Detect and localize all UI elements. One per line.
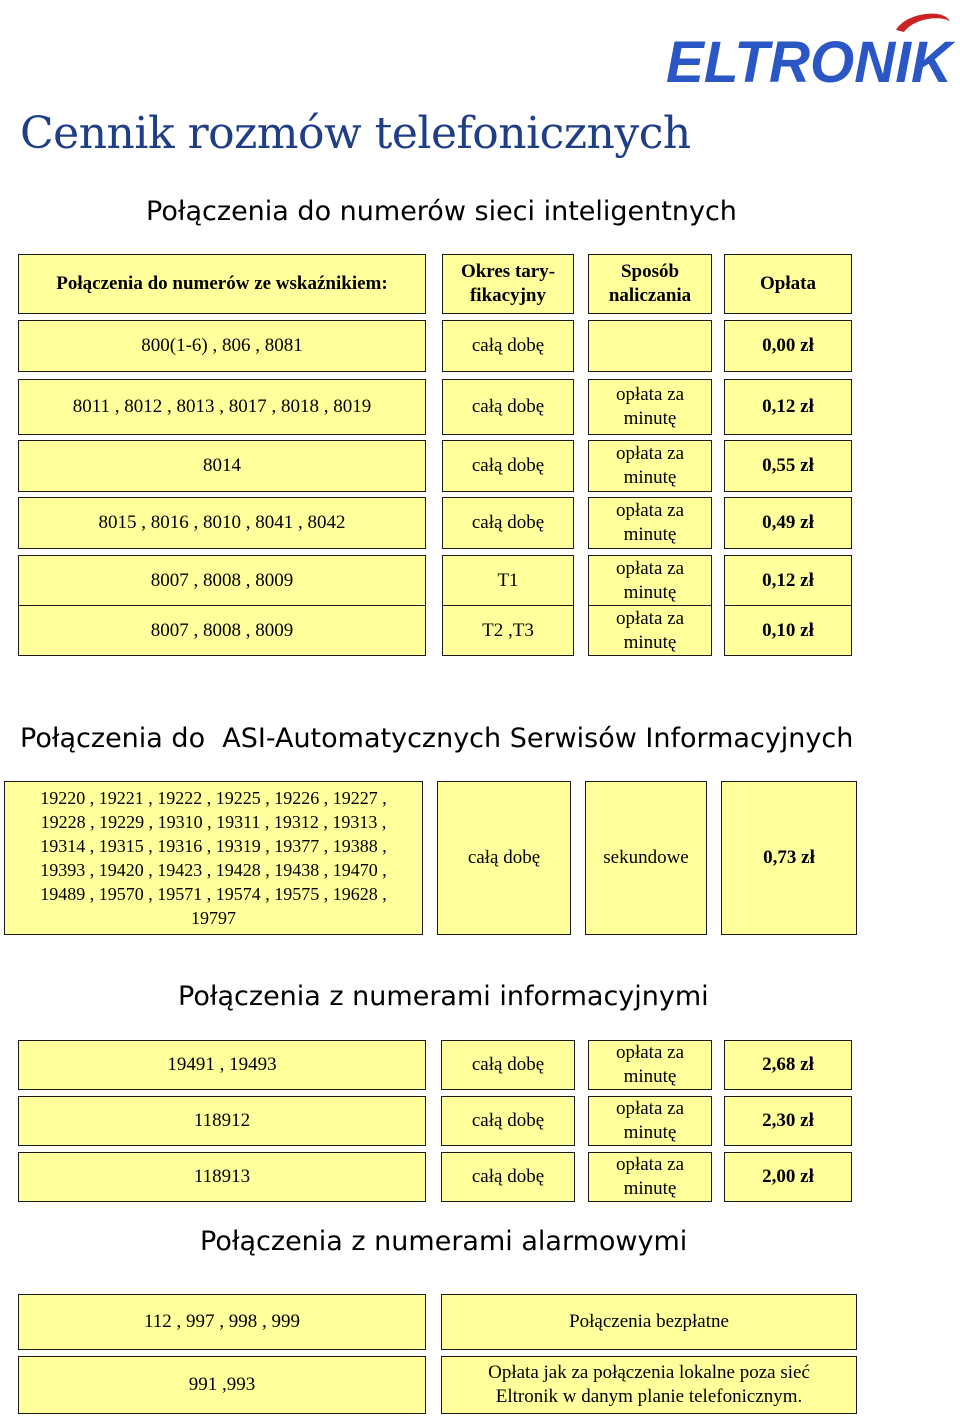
table-row-period: T2 ,T3: [442, 605, 574, 656]
table-row-method: opłata za minutę: [588, 440, 712, 492]
alarm-row-note: Opłata jak za połączenia lokalne poza sieć Eltronik w danym planie telefonicznym.: [441, 1356, 857, 1414]
info-row-price: 2,00 zł: [724, 1152, 852, 1202]
section4-heading: Połączenia z numerami alarmowymi: [200, 1226, 688, 1257]
table-row-numbers: 8014: [18, 440, 426, 492]
asi-method: sekundowe: [585, 781, 707, 935]
header-price: Opłata: [724, 254, 852, 314]
header-period: Okres tary- fikacyjny: [442, 254, 574, 314]
page-title: Cennik rozmów telefonicznych: [20, 108, 691, 159]
info-row-numbers: 19491 , 19493: [18, 1040, 426, 1090]
alarm-row-numbers: 991 ,993: [18, 1356, 426, 1414]
asi-price: 0,73 zł: [721, 781, 857, 935]
table-row-period: całą dobę: [442, 440, 574, 492]
table-row-numbers: 8011 , 8012 , 8013 , 8017 , 8018 , 8019: [18, 379, 426, 435]
alarm-row-numbers: 112 , 997 , 998 , 999: [18, 1294, 426, 1350]
info-row-price: 2,68 zł: [724, 1040, 852, 1090]
header-method: Sposób naliczania: [588, 254, 712, 314]
table-row-period: całą dobę: [442, 379, 574, 435]
table-row-method: opłata za minutę: [588, 605, 712, 656]
section3-heading: Połączenia z numerami informacyjnymi: [178, 981, 709, 1012]
info-row-period: całą dobę: [441, 1096, 575, 1146]
table-row-numbers: 8015 , 8016 , 8010 , 8041 , 8042: [18, 497, 426, 549]
table-row-price: 0,49 zł: [724, 497, 852, 549]
info-row-method: opłata za minutę: [588, 1152, 712, 1202]
info-row-method: opłata za minutę: [588, 1096, 712, 1146]
asi-numbers: 19220 , 19221 , 19222 , 19225 , 19226 , 19227 , 19228 , 19229 , 19310 , 19311 , 19312 , 19313 , 19314 , 19315 , 19316 , 19319 , 19377 , 19388 , 19393 , 19420 , 19423 , 19428 , 19438 , 19470 , 19489 , 19570 , 19571 , 19574 , 19575 , 19628 , 19797: [4, 781, 423, 935]
asi-period: całą dobę: [437, 781, 571, 935]
logo-wordmark: ELTRONIK: [666, 30, 956, 88]
table-row-numbers: 800(1-6) , 806 , 8081: [18, 320, 426, 372]
table-row-method: [588, 320, 712, 372]
info-row-period: całą dobę: [441, 1152, 575, 1202]
section1-heading: Połączenia do numerów sieci inteligentnych: [146, 196, 737, 227]
info-row-method: opłata za minutę: [588, 1040, 712, 1090]
alarm-row-note: Połączenia bezpłatne: [441, 1294, 857, 1350]
table-row-method: opłata za minutę: [588, 555, 712, 607]
header-numbers: Połączenia do numerów ze wskaźnikiem:: [18, 254, 426, 314]
section2-heading: Połączenia do ASI-Automatycznych Serwisów Informacyjnych: [20, 723, 854, 754]
table-row-price: 0,10 zł: [724, 605, 852, 656]
table-row-price: 0,12 zł: [724, 555, 852, 607]
table-row-method: opłata za minutę: [588, 497, 712, 549]
table-row-price: 0,00 zł: [724, 320, 852, 372]
table-row-method: opłata za minutę: [588, 379, 712, 435]
table-row-numbers: 8007 , 8008 , 8009: [18, 605, 426, 656]
table-row-price: 0,12 zł: [724, 379, 852, 435]
eltronik-logo: [664, 8, 956, 88]
table-row-numbers: 8007 , 8008 , 8009: [18, 555, 426, 607]
table-row-period: całą dobę: [442, 497, 574, 549]
table-row-price: 0,55 zł: [724, 440, 852, 492]
info-row-numbers: 118912: [18, 1096, 426, 1146]
info-row-price: 2,30 zł: [724, 1096, 852, 1146]
info-row-numbers: 118913: [18, 1152, 426, 1202]
table-row-period: T1: [442, 555, 574, 607]
info-row-period: całą dobę: [441, 1040, 575, 1090]
table-row-period: całą dobę: [442, 320, 574, 372]
